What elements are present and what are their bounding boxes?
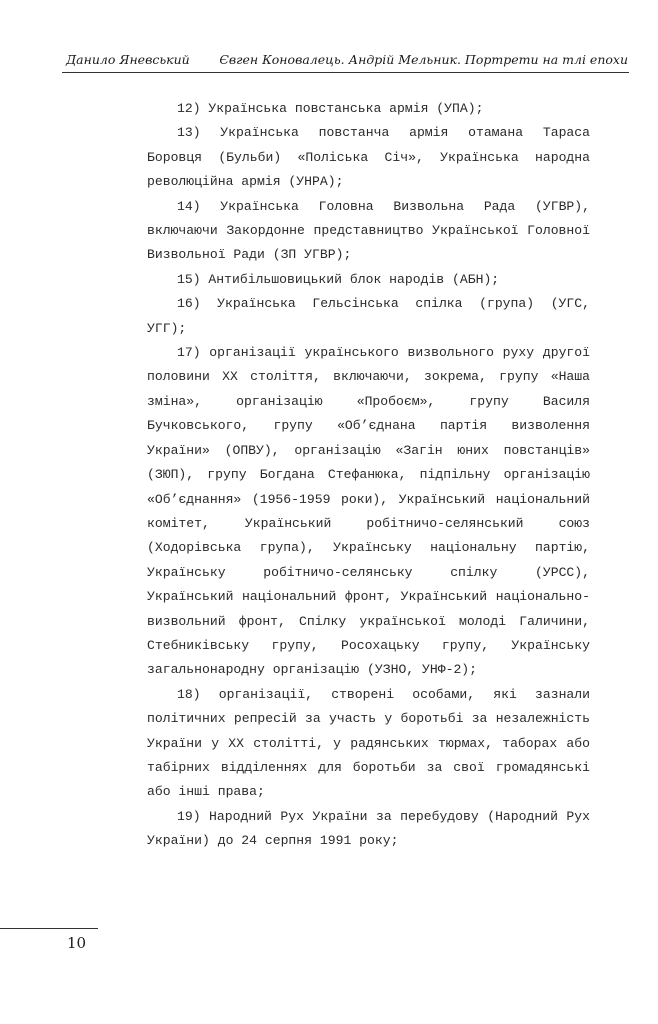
paragraph-14: 14) Українська Головна Визвольна Рада (УГВР), включаючи Закордонне представництво Української Головної Визвольної Ради (ЗП УГВР); — [147, 198, 590, 263]
header-rule — [62, 72, 629, 73]
paragraph-15: 15) Антибільшовицький блок народів (АБН); — [177, 271, 500, 287]
header-title: Євген Коновалець. Андрій Мельник. Портрети на тлі епохи — [219, 52, 628, 67]
page-number: 10 — [67, 934, 87, 952]
header-author: Данило Яневський — [66, 52, 190, 67]
footer-rule — [0, 928, 98, 929]
paragraph-19: 19) Народний Рух України за перебудову (Народний Рух України) до 24 серпня 1991 року; — [147, 808, 590, 849]
paragraph-16: 16) Українська Гельсінська спілка (група) (УГС, УГГ); — [147, 296, 590, 336]
running-header — [66, 52, 628, 72]
paragraph-12: 12) Українська повстанська армія (УПА); — [177, 101, 484, 116]
paragraph-18: 18) організації, створені особами, які зазнали політичних репресій за участь у боротьбі за незалежність України у ХХ столітті, у радянських тюрмах, таборах або табірних відділеннях для боротьби за свої громадянські або інші права; — [147, 686, 590, 800]
paragraph-17: 17) організації українського визвольного руху другої половини ХХ століття, включаючи, зокрема, групу «Наша зміна», організацію «Пробоєм», групу Василя Бучковського, групу «Об’єднана партія визволення України» (ОПВУ), організацію «Загін юних повстанців» (ЗЮП), групу Богдана Стефанюка, підпільну організацію «Об’єднання» (1956-1959 роки), Український національний комітет, Український робітничо-селянський союз (Ходорівська група), Українську національну партію, Українську робітничо-селянську спілку (УРСС), Український національний фронт, Український національно-визвольний фронт, Спілку української молоді Галичини, Стебниківську групу, Росохацьку групу, Українську загальнонародну організацію (УЗНО, УНФ-2); — [147, 345, 590, 678]
paragraph-13: 13) Українська повстанча армія отамана Тараса Боровця (Бульби) «Поліська Січ», Українська народна революційна армія (УНРА); — [147, 125, 590, 190]
body-text — [147, 97, 590, 854]
